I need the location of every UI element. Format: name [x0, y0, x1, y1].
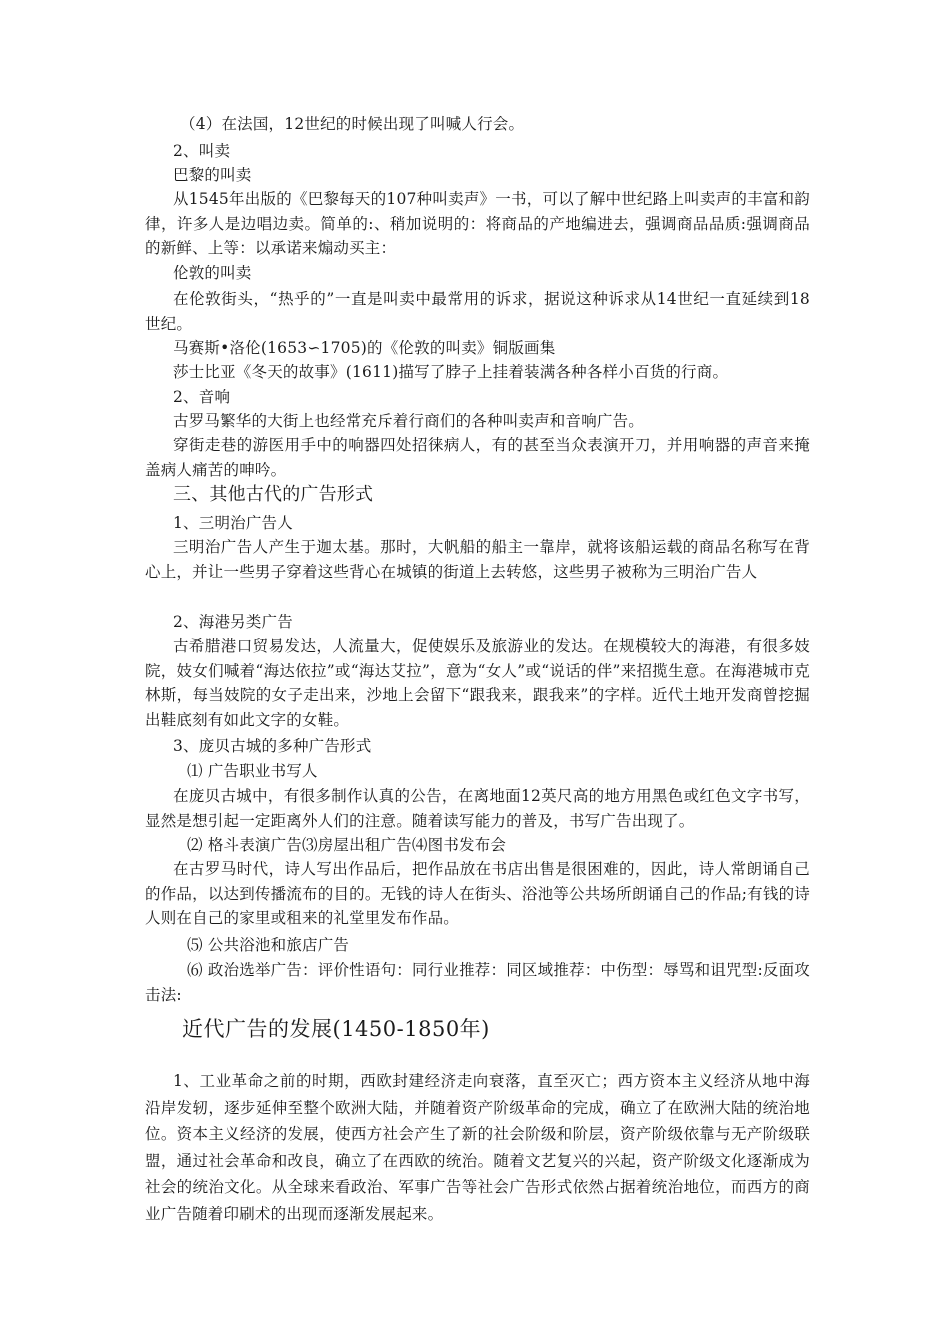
paragraph: 在庞贝古城中，有很多制作认真的公告，在离地面12英尺高的地方用黑色或红色文字书写，显然是想引起一定距离外人们的注意。随着读写能力的普及，书写广告出现了。	[145, 787, 810, 830]
list-item: ⑴ 广告职业书写人	[187, 762, 318, 780]
text-line: 莎士比亚《冬天的故事》(1611)描写了脖子上挂着装满各种各样小百货的行商。	[173, 363, 729, 381]
list-item: ⑹ 政治选举广告：评价性语句：同行业推荐：同区域推荐：中伤型：辱骂和诅咒型:反面攻击法:	[145, 961, 810, 1004]
section-heading: 3、庞贝古城的多种广告形式	[173, 737, 372, 755]
paragraph: 古希腊港口贸易发达，人流量大，促使娱乐及旅游业的发达。在规模较大的海港，有很多妓院，妓女们喊着“海达依拉”或“海达艾拉”，意为“女人”或“说话的伴”来招揽生意。在海港城市克林斯，每当妓院的女子走出来，沙地上会留下“跟我来，跟我来”的字样。近代土地开发商曾挖掘出鞋底刻有如此文字的女鞋。	[145, 637, 810, 729]
paragraph: 穿街走巷的游医用手中的响器四处招徕病人，有的甚至当众表演开刀，并用响器的声音来掩盖病人痛苦的呻吟。	[145, 436, 810, 479]
paragraph: 在伦敦街头，“热乎的”一直是叫卖中最常用的诉求，据说这种诉求从14世纪一直延续到18世纪。	[145, 290, 810, 333]
section-heading: 1、三明治广告人	[173, 514, 293, 532]
list-item: ⑵ 格斗表演广告⑶房屋出租广告⑷图书发布会	[187, 836, 507, 854]
text-line: 古罗马繁华的大街上也经常充斥着行商们的各种叫卖声和音响广告。	[173, 412, 645, 430]
subsection-heading: 巴黎的叫卖	[173, 166, 252, 184]
paragraph: 1、工业革命之前的时期，西欧封建经济走向衰落，直至灭亡；西方资本主义经济从地中海沿岸发轫，逐步延伸至整个欧洲大陆，并随着资产阶级革命的完成，确立了在欧洲大陆的统治地位。资本主义经济的发展，使西方社会产生了新的社会阶级和阶层，资产阶级依靠与无产阶级联盟，通过社会革命和改良，确立了在西欧的统治。随着文艺复兴的兴起，资产阶级文化逐渐成为社会的统治文化。从全球来看政治、军事广告等社会广告形式依然占据着统治地位，而西方的商业广告随着印刷术的出现而逐渐发展起来。	[145, 1072, 810, 1223]
section-heading: 2、音响	[173, 388, 231, 406]
text-line: （4）在法国，12世纪的时候出现了叫喊人行会。	[180, 115, 525, 133]
chapter-title: 近代广告的发展(1450-1850年)	[182, 1017, 490, 1041]
subsection-heading: 伦敦的叫卖	[173, 264, 252, 282]
text-line: 马赛斯•洛伦(1653∽1705)的《伦敦的叫卖》铜版画集	[173, 339, 556, 357]
section-heading: 2、叫卖	[173, 142, 231, 160]
paragraph: 在古罗马时代，诗人写出作品后，把作品放在书店出售是很困难的，因此，诗人常朗诵自己的作品，以达到传播流布的目的。无钱的诗人在街头、浴池等公共场所朗诵自己的作品;有钱的诗人则在自己的家里或租来的礼堂里发布作品。	[145, 860, 810, 927]
paragraph: 从1545年出版的《巴黎每天的107种叫卖声》一书，可以了解中世纪路上叫卖声的丰富和韵律，许多人是边唱边卖。简单的:、稍加说明的：将商品的产地编进去，强调商品品质:强调商品的新鲜、上等：以承诺来煽动买主：	[145, 190, 810, 257]
chapter-heading: 三、其他古代的广告形式	[173, 484, 374, 505]
paragraph: 三明治广告人产生于迦太基。那时，大帆船的船主一靠岸，就将该船运载的商品名称写在背心上，并让一些男子穿着这些背心在城镇的街道上去转悠，这些男子被称为三明治广告人	[145, 538, 810, 581]
section-heading: 2、海港另类广告	[173, 613, 293, 631]
list-item: ⑸ 公共浴池和旅店广告	[187, 936, 350, 954]
